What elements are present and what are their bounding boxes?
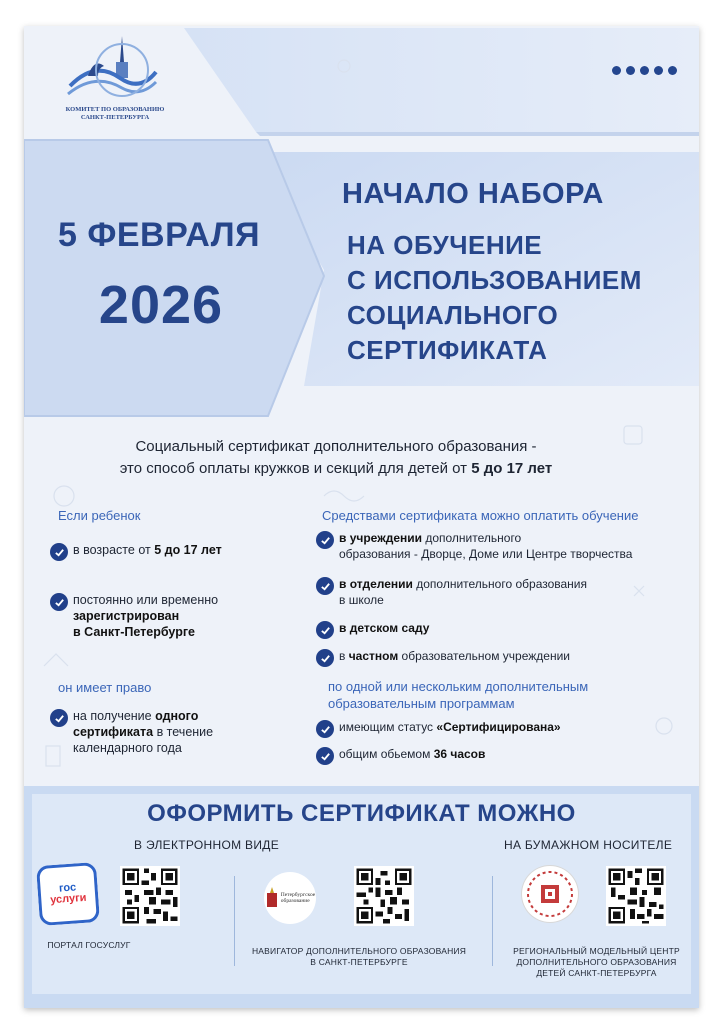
intro-text — [56, 436, 616, 480]
right-heading: Средствами сертификата можно оплатить обучение — [322, 508, 639, 523]
subtitle-line: С ИСПОЛЬЗОВАНИЕМ — [347, 265, 642, 295]
check-icon — [316, 649, 334, 667]
check-icon — [50, 593, 68, 611]
programs-heading: по одной или нескольким дополнительным образовательным программам — [328, 679, 589, 711]
gosuslugi-logo — [36, 862, 100, 926]
qr-code-gosuslugi[interactable] — [120, 866, 180, 926]
program-certified: имеющим статус «Сертифицирована» — [316, 719, 561, 738]
gos-logo-text: гос — [58, 881, 77, 895]
check-icon — [316, 621, 334, 639]
payment-institution: в учреждении дополнительного образования - Дворце, Доме или Центре творчества — [316, 530, 632, 562]
navigator-caption: НАВИГАТОР ДОПОЛНИТЕЛЬНОГО ОБРАЗОВАНИЯ В САНКТ-ПЕТЕРБУРГЕ — [251, 946, 467, 967]
org-name-line2: САНКТ-ПЕТЕРБУРГА — [80, 114, 150, 121]
check-icon — [50, 709, 68, 727]
paper-heading: НА БУМАЖНОМ НОСИТЕЛЕ — [504, 838, 673, 852]
right-one-certificate: на получение одного сертификата в течение календарного года — [50, 708, 213, 756]
check-icon — [316, 747, 334, 765]
subtitle-line: НА ОБУЧЕНИЕ — [347, 230, 543, 260]
electronic-heading: В ЭЛЕКТРОННОМ ВИДЕ — [134, 838, 279, 852]
check-icon — [316, 720, 334, 738]
committee-logo — [50, 32, 165, 132]
check-icon — [50, 543, 68, 561]
subtitle-line: СЕРТИФИКАТА — [347, 335, 548, 365]
rights-heading: он имеет право — [58, 680, 152, 695]
left-heading: Если ребенок — [58, 508, 141, 523]
navigator-logo-text: Петербургское — [280, 892, 316, 898]
qr-code-navigator[interactable] — [354, 866, 414, 926]
org-name-line1: КОМИТЕТ ПО ОБРАЗОВАНИЮ — [65, 106, 165, 113]
intro-line2: это способ оплаты кружков и секций для детей от 5 до 17 лет — [119, 460, 553, 477]
payment-kindergarten: в детском саду — [316, 620, 429, 639]
uslugi-logo-text: услуги — [49, 891, 87, 907]
application-title: ОФОРМИТЬ СЕРТИФИКАТ МОЖНО — [147, 800, 576, 827]
program-hours: общим обьемом 36 часов — [316, 746, 485, 765]
regional-centre-logo — [522, 866, 578, 922]
committee-emblem-icon — [60, 32, 160, 108]
gosuslugi-caption: ПОРТАЛ ГОСУСЛУГ — [47, 940, 131, 950]
regional-centre-emblem-icon — [522, 866, 578, 922]
regional-centre-caption: РЕГИОНАЛЬНЫЙ МОДЕЛЬНЫЙ ЦЕНТР ДОПОЛНИТЕЛЬНОГО ОБРАЗОВАНИЯ ДЕТЕЙ САНКТ-ПЕТЕРБУРГА — [513, 946, 680, 978]
intro-line1: Социальный сертификат дополнительного образования - — [135, 438, 537, 455]
check-icon — [316, 531, 334, 549]
payment-school: в отделении дополнительного образования в школе — [316, 576, 587, 608]
check-icon — [316, 577, 334, 595]
subtitle-line: СОЦИАЛЬНОГО — [347, 300, 559, 330]
condition-registration: постоянно или временно зарегистрирован в Санкт-Петербурге — [50, 592, 218, 640]
navigator-logo-text: образование — [280, 898, 310, 904]
start-day: 5 ФЕВРАЛЯ — [57, 216, 261, 254]
navigator-logo — [264, 872, 316, 924]
qr-code-regional-centre[interactable] — [606, 866, 666, 926]
payment-private: в частном образовательном учреждении — [316, 648, 570, 667]
start-year: 2026 — [98, 275, 224, 335]
menu-dots-icon — [612, 66, 677, 75]
navigator-emblem-icon — [265, 887, 279, 909]
condition-age: в возрасте от 5 до 17 лет — [50, 542, 222, 561]
headline-subtitle — [347, 228, 699, 368]
headline-title: НАЧАЛО НАБОРА — [342, 178, 604, 210]
poster — [24, 26, 699, 1008]
